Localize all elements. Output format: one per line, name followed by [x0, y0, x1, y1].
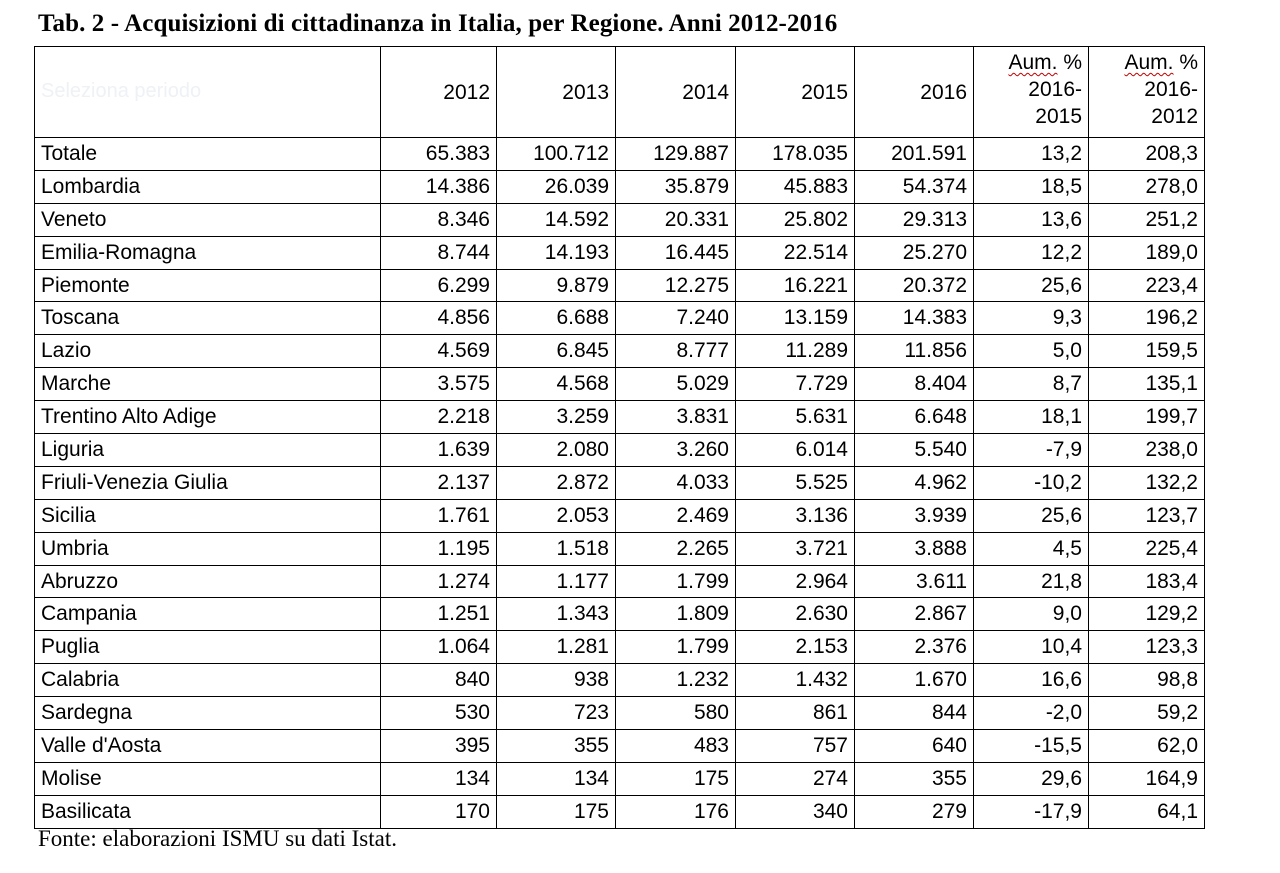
- value-cell: 2.872: [497, 466, 616, 499]
- value-cell: -2,0: [974, 697, 1089, 730]
- value-cell: 132,2: [1089, 466, 1205, 499]
- value-cell: 2.153: [736, 631, 855, 664]
- value-cell: 134: [497, 762, 616, 795]
- value-cell: 7.240: [616, 302, 736, 335]
- value-cell: 6.299: [381, 269, 497, 302]
- value-cell: 1.761: [381, 499, 497, 532]
- table-row: [35, 170, 1205, 203]
- value-cell: 196,2: [1089, 302, 1205, 335]
- value-cell: 4.033: [616, 466, 736, 499]
- value-cell: 14.386: [381, 170, 497, 203]
- value-cell: 1.274: [381, 565, 497, 598]
- value-cell: 3.575: [381, 368, 497, 401]
- value-cell: 4.569: [381, 335, 497, 368]
- header-percent-sign: %: [1057, 51, 1082, 74]
- table-row: [35, 762, 1205, 795]
- region-name-cell: Valle d'Aosta: [35, 730, 381, 763]
- value-cell: 9,3: [974, 302, 1089, 335]
- value-cell: 21,8: [974, 565, 1089, 598]
- region-name-cell: Totale: [35, 138, 381, 171]
- table-row: [35, 532, 1205, 565]
- value-cell: 6.845: [497, 335, 616, 368]
- value-cell: 22.514: [736, 236, 855, 269]
- value-cell: 223,4: [1089, 269, 1205, 302]
- table-row: [35, 138, 1205, 171]
- value-cell: 13,2: [974, 138, 1089, 171]
- value-cell: 2.469: [616, 499, 736, 532]
- value-cell: 355: [855, 762, 974, 795]
- header-2013: 2013: [497, 47, 616, 138]
- citizenship-table: [34, 46, 1205, 829]
- value-cell: 45.883: [736, 170, 855, 203]
- table-row: [35, 401, 1205, 434]
- value-cell: 1.064: [381, 631, 497, 664]
- value-cell: 201.591: [855, 138, 974, 171]
- value-cell: 14.193: [497, 236, 616, 269]
- value-cell: 2.080: [497, 434, 616, 467]
- table-row: [35, 565, 1205, 598]
- region-name-cell: Piemonte: [35, 269, 381, 302]
- value-cell: 278,0: [1089, 170, 1205, 203]
- value-cell: 183,4: [1089, 565, 1205, 598]
- value-cell: 1.518: [497, 532, 616, 565]
- value-cell: -7,9: [974, 434, 1089, 467]
- table-row: [35, 697, 1205, 730]
- value-cell: 98,8: [1089, 664, 1205, 697]
- value-cell: 1.343: [497, 598, 616, 631]
- value-cell: 123,3: [1089, 631, 1205, 664]
- value-cell: 4.568: [497, 368, 616, 401]
- value-cell: 11.856: [855, 335, 974, 368]
- value-cell: 5.029: [616, 368, 736, 401]
- value-cell: 59,2: [1089, 697, 1205, 730]
- value-cell: 8.404: [855, 368, 974, 401]
- value-cell: 3.259: [497, 401, 616, 434]
- value-cell: 5,0: [974, 335, 1089, 368]
- value-cell: 25.270: [855, 236, 974, 269]
- value-cell: 580: [616, 697, 736, 730]
- region-name-cell: Sardegna: [35, 697, 381, 730]
- region-name-cell: Basilicata: [35, 795, 381, 828]
- value-cell: -10,2: [974, 466, 1089, 499]
- region-name-cell: Friuli-Venezia Giulia: [35, 466, 381, 499]
- value-cell: 20.331: [616, 203, 736, 236]
- header-2015: 2015: [736, 47, 855, 138]
- value-cell: 3.260: [616, 434, 736, 467]
- table-row: [35, 335, 1205, 368]
- value-cell: 1.432: [736, 664, 855, 697]
- value-cell: 355: [497, 730, 616, 763]
- value-cell: 1.195: [381, 532, 497, 565]
- value-cell: 340: [736, 795, 855, 828]
- table-row: [35, 499, 1205, 532]
- value-cell: 723: [497, 697, 616, 730]
- table-row: [35, 664, 1205, 697]
- source-note: Fonte: elaborazioni ISMU su dati Istat.: [38, 826, 397, 851]
- value-cell: 18,5: [974, 170, 1089, 203]
- table-title: Tab. 2 - Acquisizioni di cittadinanza in Italia, per Regione. Anni 2012-2016: [38, 10, 838, 37]
- value-cell: 9,0: [974, 598, 1089, 631]
- value-cell: 757: [736, 730, 855, 763]
- value-cell: 1.809: [616, 598, 736, 631]
- value-cell: 2.137: [381, 466, 497, 499]
- value-cell: 26.039: [497, 170, 616, 203]
- value-cell: 640: [855, 730, 974, 763]
- value-cell: 135,1: [1089, 368, 1205, 401]
- value-cell: 274: [736, 762, 855, 795]
- region-name-cell: Abruzzo: [35, 565, 381, 598]
- value-cell: 25,6: [974, 269, 1089, 302]
- header-percent-sign: %: [1173, 51, 1198, 74]
- value-cell: 3.721: [736, 532, 855, 565]
- header-line2: 2016-: [1144, 78, 1198, 101]
- value-cell: 123,7: [1089, 499, 1205, 532]
- value-cell: 8.777: [616, 335, 736, 368]
- value-cell: 861: [736, 697, 855, 730]
- region-name-cell: Veneto: [35, 203, 381, 236]
- value-cell: 5.525: [736, 466, 855, 499]
- value-cell: -17,9: [974, 795, 1089, 828]
- value-cell: 176: [616, 795, 736, 828]
- value-cell: 4.856: [381, 302, 497, 335]
- header-line3: 2012: [1151, 105, 1198, 128]
- value-cell: 2.867: [855, 598, 974, 631]
- value-cell: 1.232: [616, 664, 736, 697]
- value-cell: 2.218: [381, 401, 497, 434]
- value-cell: 10,4: [974, 631, 1089, 664]
- value-cell: 3.611: [855, 565, 974, 598]
- region-name-cell: Liguria: [35, 434, 381, 467]
- value-cell: 8.744: [381, 236, 497, 269]
- region-name-cell: Puglia: [35, 631, 381, 664]
- value-cell: 5.540: [855, 434, 974, 467]
- region-name-cell: Toscana: [35, 302, 381, 335]
- value-cell: 225,4: [1089, 532, 1205, 565]
- header-2014: 2014: [616, 47, 736, 138]
- value-cell: 483: [616, 730, 736, 763]
- header-2016: 2016: [855, 47, 974, 138]
- header-line2: 2016-: [1028, 78, 1082, 101]
- value-cell: 62,0: [1089, 730, 1205, 763]
- value-cell: 29,6: [974, 762, 1089, 795]
- value-cell: 1.670: [855, 664, 974, 697]
- value-cell: 129,2: [1089, 598, 1205, 631]
- value-cell: 164,9: [1089, 762, 1205, 795]
- value-cell: 2.630: [736, 598, 855, 631]
- value-cell: 13.159: [736, 302, 855, 335]
- value-cell: 14.383: [855, 302, 974, 335]
- select-period-label[interactable]: Seleziona periodo: [35, 47, 381, 138]
- value-cell: 938: [497, 664, 616, 697]
- header-line3: 2015: [1035, 105, 1082, 128]
- value-cell: 16.445: [616, 236, 736, 269]
- value-cell: 1.281: [497, 631, 616, 664]
- table-body: [35, 138, 1205, 829]
- value-cell: 279: [855, 795, 974, 828]
- value-cell: 16,6: [974, 664, 1089, 697]
- value-cell: 35.879: [616, 170, 736, 203]
- header-2012: 2012: [381, 47, 497, 138]
- table-row: [35, 269, 1205, 302]
- table-row: [35, 368, 1205, 401]
- value-cell: 7.729: [736, 368, 855, 401]
- table-row: [35, 236, 1205, 269]
- table-row: [35, 302, 1205, 335]
- value-cell: 8.346: [381, 203, 497, 236]
- value-cell: 100.712: [497, 138, 616, 171]
- value-cell: 25,6: [974, 499, 1089, 532]
- value-cell: 1.799: [616, 631, 736, 664]
- header-aum-word: Aum.: [1124, 51, 1174, 74]
- value-cell: 129.887: [616, 138, 736, 171]
- table-row: [35, 598, 1205, 631]
- value-cell: 1.639: [381, 434, 497, 467]
- region-name-cell: Umbria: [35, 532, 381, 565]
- value-cell: 175: [616, 762, 736, 795]
- value-cell: 159,5: [1089, 335, 1205, 368]
- value-cell: 6.648: [855, 401, 974, 434]
- table-row: [35, 795, 1205, 828]
- region-name-cell: Molise: [35, 762, 381, 795]
- value-cell: 2.053: [497, 499, 616, 532]
- value-cell: 12,2: [974, 236, 1089, 269]
- value-cell: 2.376: [855, 631, 974, 664]
- value-cell: 1.177: [497, 565, 616, 598]
- value-cell: 844: [855, 697, 974, 730]
- value-cell: 189,0: [1089, 236, 1205, 269]
- value-cell: 54.374: [855, 170, 974, 203]
- value-cell: 251,2: [1089, 203, 1205, 236]
- value-cell: 238,0: [1089, 434, 1205, 467]
- value-cell: 178.035: [736, 138, 855, 171]
- region-name-cell: Marche: [35, 368, 381, 401]
- value-cell: 134: [381, 762, 497, 795]
- value-cell: 530: [381, 697, 497, 730]
- value-cell: 1.799: [616, 565, 736, 598]
- table-row: [35, 631, 1205, 664]
- value-cell: 5.631: [736, 401, 855, 434]
- value-cell: 175: [497, 795, 616, 828]
- value-cell: 3.136: [736, 499, 855, 532]
- value-cell: 4.962: [855, 466, 974, 499]
- value-cell: 12.275: [616, 269, 736, 302]
- table-row: [35, 466, 1205, 499]
- region-name-cell: Emilia-Romagna: [35, 236, 381, 269]
- value-cell: 208,3: [1089, 138, 1205, 171]
- value-cell: 170: [381, 795, 497, 828]
- value-cell: 199,7: [1089, 401, 1205, 434]
- table-row: [35, 203, 1205, 236]
- value-cell: 3.831: [616, 401, 736, 434]
- value-cell: 4,5: [974, 532, 1089, 565]
- value-cell: 13,6: [974, 203, 1089, 236]
- value-cell: 11.289: [736, 335, 855, 368]
- table-header-row: [35, 47, 1205, 138]
- region-name-cell: Sicilia: [35, 499, 381, 532]
- value-cell: 29.313: [855, 203, 974, 236]
- header-increase-2016-2012: [1089, 47, 1205, 138]
- value-cell: 395: [381, 730, 497, 763]
- value-cell: 2.964: [736, 565, 855, 598]
- value-cell: 9.879: [497, 269, 616, 302]
- value-cell: -15,5: [974, 730, 1089, 763]
- value-cell: 25.802: [736, 203, 855, 236]
- value-cell: 6.014: [736, 434, 855, 467]
- table-row: [35, 434, 1205, 467]
- value-cell: 3.939: [855, 499, 974, 532]
- value-cell: 3.888: [855, 532, 974, 565]
- region-name-cell: Trentino Alto Adige: [35, 401, 381, 434]
- value-cell: 20.372: [855, 269, 974, 302]
- value-cell: 8,7: [974, 368, 1089, 401]
- region-name-cell: Lazio: [35, 335, 381, 368]
- region-name-cell: Lombardia: [35, 170, 381, 203]
- table-row: [35, 730, 1205, 763]
- header-increase-2016-2015: [974, 47, 1089, 138]
- value-cell: 2.265: [616, 532, 736, 565]
- value-cell: 16.221: [736, 269, 855, 302]
- value-cell: 14.592: [497, 203, 616, 236]
- value-cell: 18,1: [974, 401, 1089, 434]
- header-aum-word: Aum.: [1008, 51, 1058, 74]
- region-name-cell: Calabria: [35, 664, 381, 697]
- value-cell: 840: [381, 664, 497, 697]
- value-cell: 1.251: [381, 598, 497, 631]
- region-name-cell: Campania: [35, 598, 381, 631]
- value-cell: 6.688: [497, 302, 616, 335]
- value-cell: 65.383: [381, 138, 497, 171]
- value-cell: 64,1: [1089, 795, 1205, 828]
